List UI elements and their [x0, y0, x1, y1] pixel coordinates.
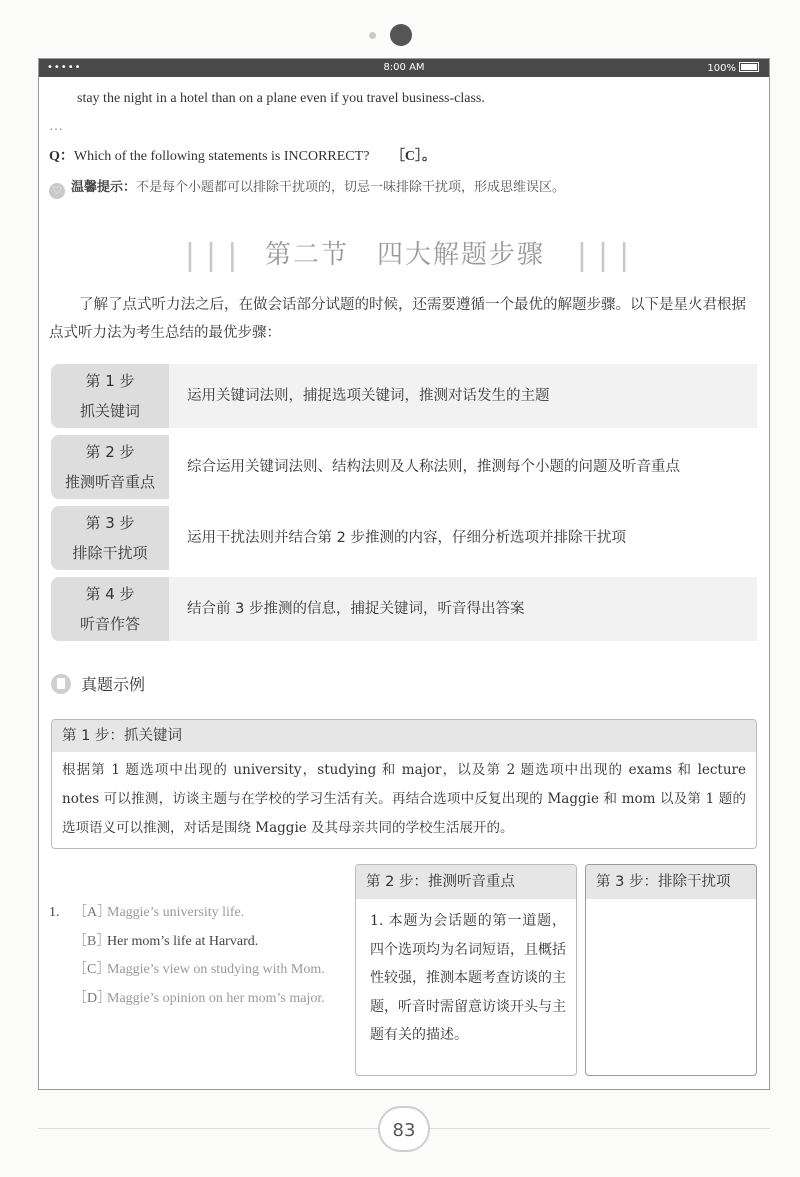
step-name: 排除干扰项 — [72, 544, 148, 562]
step3-box — [585, 864, 757, 1076]
document-icon — [51, 674, 71, 694]
step-number: 第 2 步 — [85, 443, 135, 461]
step1-header: 第 1 步：抓关键词 — [52, 720, 756, 752]
text-line-continuation: stay the night in a hotel than on a plane even if you travel business-class. — [77, 91, 485, 106]
option-b — [49, 928, 349, 957]
left-bars-decoration: ❘❘❘ — [177, 238, 241, 273]
option-d — [49, 985, 349, 1014]
intro-paragraph: 了解了点式听力法之后，在做会话部分试题的时候，还需要遵循一个最优的解题步骤。以下是星火君根据点式听力法为考生总结的最优步骤： — [49, 297, 746, 341]
device-sensor — [369, 32, 376, 39]
step-label — [51, 435, 169, 499]
step-row-1 — [51, 364, 757, 428]
option-text: Maggie’s view on studying with Mom. — [107, 962, 325, 977]
signal-indicator: ••••• — [47, 62, 82, 73]
step2-box — [355, 864, 577, 1076]
step-label — [51, 506, 169, 570]
option-key: ［D］ — [73, 990, 112, 1006]
step2-body: 1. 本题为会话题的第一道题，四个选项均为名词短语，且概括性较强，推测本题考查访谈的主题，听音时需留意访谈开头与主题有关的描述。 — [370, 913, 566, 1043]
status-time: 8:00 AM — [383, 62, 425, 73]
question-answer: ［C］。 — [390, 149, 437, 164]
device-camera — [390, 24, 412, 46]
option-key: ［C］ — [73, 962, 111, 977]
step-description: 运用关键词法则，捕捉选项关键词，推测对话发生的主题 — [169, 364, 757, 428]
page-number: 83 — [378, 1106, 430, 1152]
step-name: 听音作答 — [79, 615, 140, 633]
example-heading — [51, 672, 145, 695]
step-row-3 — [51, 506, 757, 570]
step-description: 运用干扰法则并结合第 2 步推测的内容，仔细分析选项并排除干扰项 — [187, 530, 626, 546]
question-text: Which of the following statements is INCORRECT? — [73, 149, 370, 164]
option-text: Maggie’s university life. — [107, 905, 245, 920]
step1-body: 根据第 1 题选项中出现的 university，studying 和 major，以及第 2 题选项中出现的 exams 和 lecture notes 可以推测，访谈主题与在学校的学习生活有关。再结合选项中反复出现的 Maggie 和 mom 以及第 1 题的选项语义可以推测，对话是围绕 Maggie 及其母亲共同的学校生活展开的。 — [62, 762, 746, 836]
option-text: Maggie’s opinion on her mom’s major. — [107, 990, 325, 1006]
step-label — [51, 577, 169, 641]
question-options — [49, 899, 349, 1013]
tablet-frame — [38, 58, 770, 1090]
step-number: 第 3 步 — [85, 514, 135, 532]
battery-indicator — [707, 62, 759, 74]
battery-percent: 100% — [707, 63, 736, 74]
step-description: 结合前 3 步推测的信息，捕捉关键词，听音得出答案 — [169, 577, 757, 641]
option-text: Her mom’s life at Harvard. — [107, 933, 259, 949]
battery-icon — [739, 62, 759, 72]
step-number: 第 4 步 — [85, 585, 135, 603]
step3-header: 第 3 步：排除干扰项 — [586, 865, 756, 899]
option-a — [49, 899, 349, 928]
ellipsis: … — [49, 119, 63, 134]
section-heading — [39, 234, 771, 273]
step-description: 综合运用关键词法则、结构法则及人称法则，推测每个小题的问题及听音重点 — [187, 459, 680, 475]
question-line — [49, 145, 436, 165]
heart-icon: ♡ — [49, 183, 65, 199]
step-number: 第 1 步 — [85, 372, 135, 390]
example-heading-text: 真题示例 — [81, 675, 146, 694]
option-key: ［A］ — [73, 905, 112, 920]
step-row-2 — [51, 435, 757, 499]
step1-box — [51, 719, 757, 849]
step-label — [51, 364, 169, 428]
option-number: 1. — [49, 905, 60, 920]
step-row-4 — [51, 577, 757, 641]
step-name: 推测听音重点 — [64, 473, 155, 491]
option-c — [49, 956, 349, 985]
status-bar — [39, 59, 769, 77]
question-prefix: Q： — [49, 149, 74, 164]
tip-text: 不是每个小题都可以排除干扰项的，切忌一味排除干扰项，形成思维误区。 — [136, 180, 566, 195]
tip-label: 温馨提示： — [71, 180, 137, 195]
option-key: ［B］ — [73, 933, 111, 949]
step-name: 抓关键词 — [79, 402, 140, 420]
right-bars-decoration: ❘❘❘ — [569, 238, 633, 273]
tip-line — [49, 176, 565, 199]
section-title: 第二节 四大解题步骤 — [264, 240, 545, 270]
step2-header: 第 2 步：推测听音重点 — [356, 865, 576, 899]
